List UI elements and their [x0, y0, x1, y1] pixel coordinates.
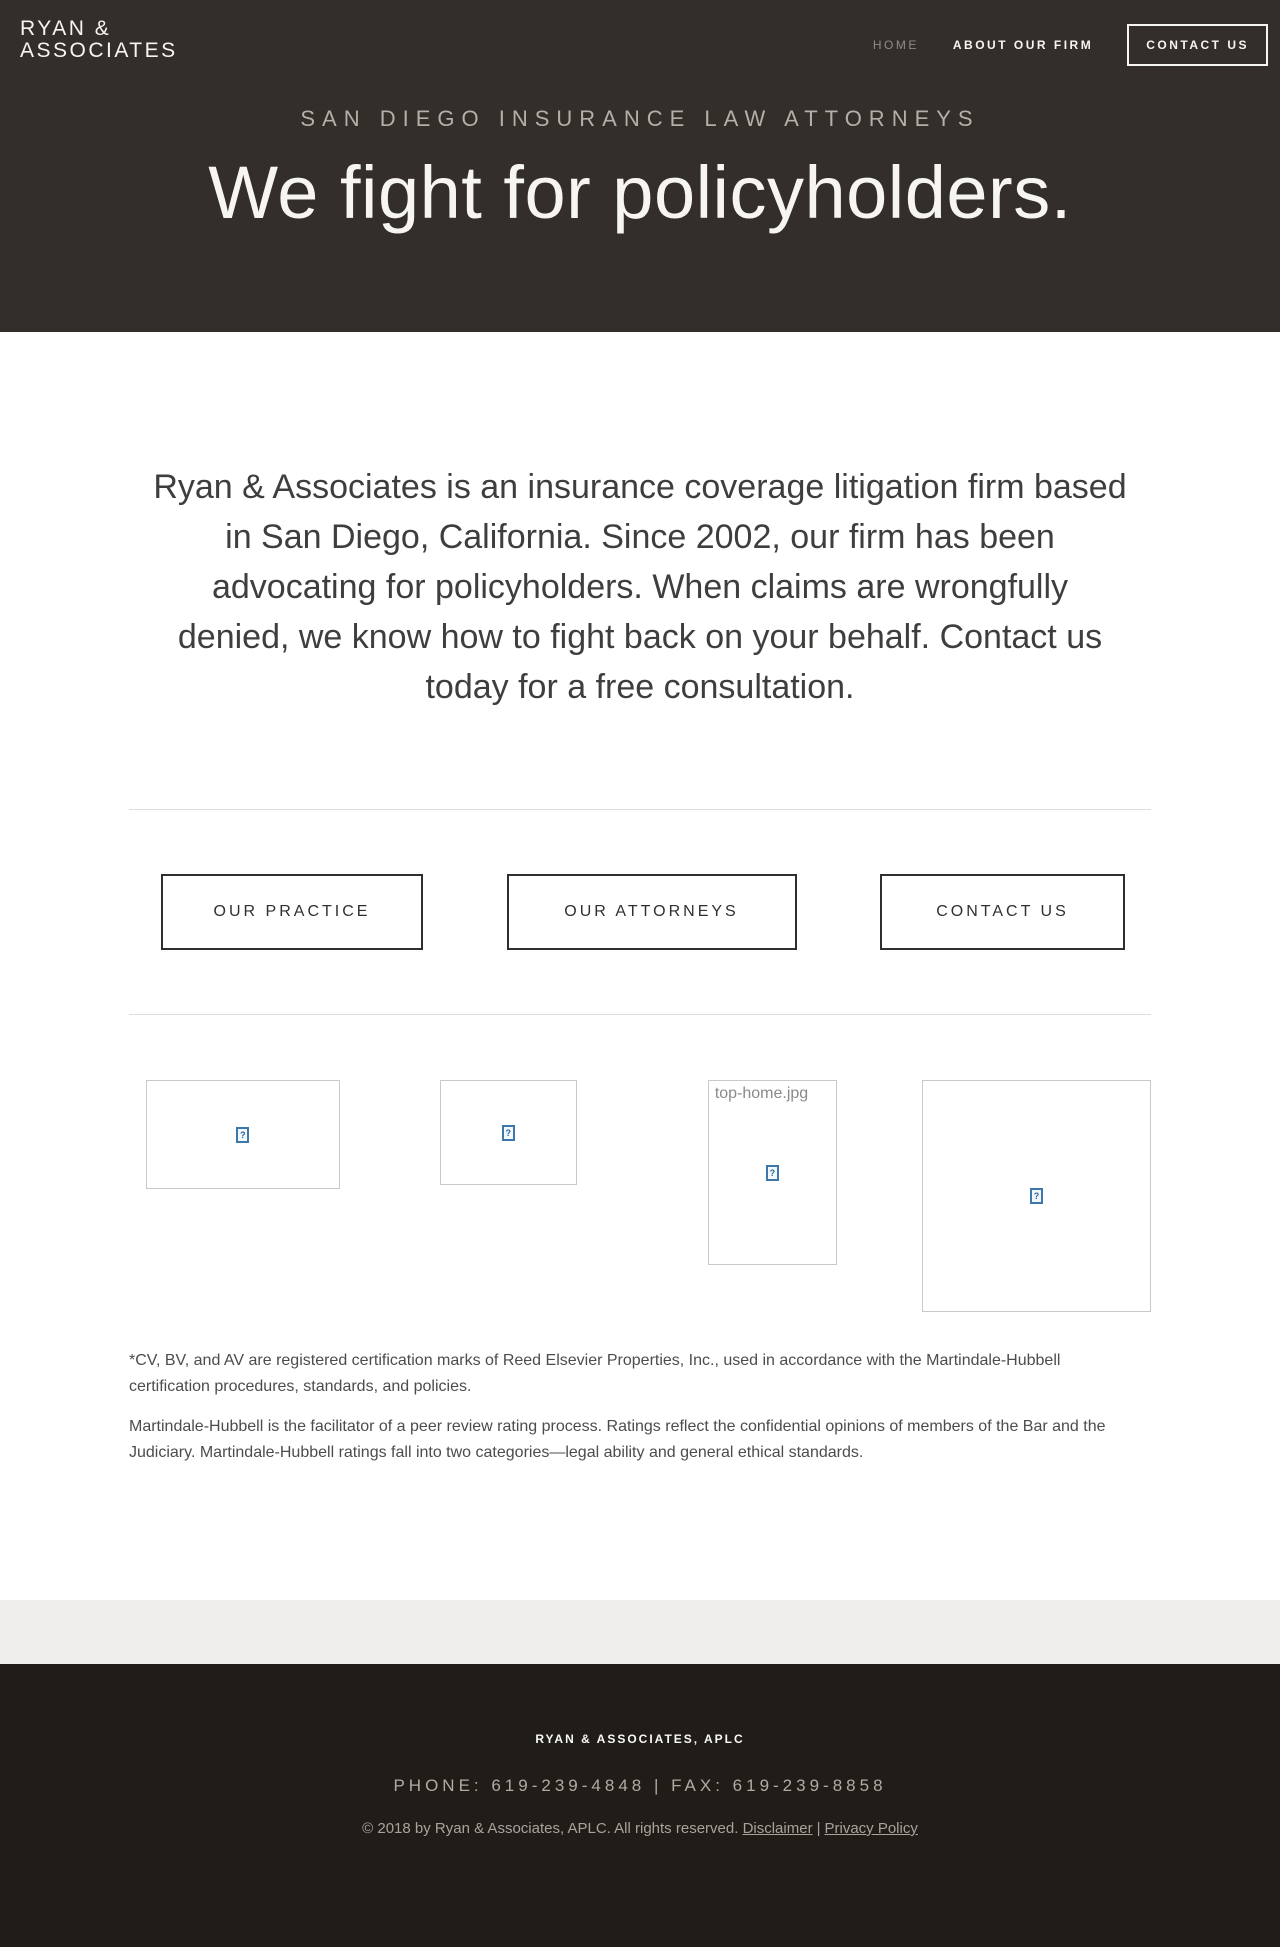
divider-top — [129, 809, 1151, 810]
footer-copyright — [0, 1820, 1280, 1837]
broken-image-icon: ? — [766, 1165, 779, 1181]
certification-disclaimer — [129, 1348, 1151, 1466]
nav-item-about-our-firm[interactable]: ABOUT OUR FIRM — [952, 38, 1094, 52]
broken-image-icon: ? — [1030, 1188, 1043, 1204]
broken-image-placeholder — [922, 1080, 1151, 1312]
broken-image-placeholder — [440, 1080, 577, 1185]
image-alt-text: top-home.jpg — [714, 1085, 809, 1102]
hero-subtitle: SAN DIEGO INSURANCE LAW ATTORNEYS — [300, 106, 980, 131]
top-navigation-bar — [0, 18, 1280, 66]
footer-firm-name: RYAN & ASSOCIATES, APLC — [535, 1732, 745, 1746]
broken-image-icon: ? — [236, 1127, 249, 1143]
nav-item-contact-us[interactable]: CONTACT US — [1127, 24, 1268, 66]
privacy-policy-link[interactable]: Privacy Policy — [824, 1820, 918, 1837]
footer-phone-fax: PHONE: 619-239-4848 | FAX: 619-239-8858 — [393, 1776, 887, 1795]
disclaimer-paragraph-2 — [129, 1414, 1151, 1466]
intro-line: today for a free consultation. — [425, 668, 855, 706]
site-logo[interactable] — [20, 18, 178, 62]
divider-bottom — [129, 1014, 1151, 1015]
disclaimer-line: *CV, BV, and AV are registered certification marks of Reed Elsevier Properties, Inc., used in accordance with the Martindale-Hubbell — [129, 1352, 1061, 1369]
link-separator: | — [816, 1820, 821, 1837]
nav-item-home[interactable]: HOME — [872, 38, 919, 52]
logo-line-2: ASSOCIATES — [20, 39, 178, 62]
contact-us-button[interactable]: CONTACT US — [880, 874, 1125, 950]
main-nav — [873, 24, 1268, 66]
logo-line-1: RYAN & — [20, 17, 112, 40]
broken-image-icon: ? — [502, 1125, 515, 1141]
broken-image-placeholder — [146, 1080, 340, 1189]
disclaimer-line: Judiciary. Martindale-Hubbell ratings fall into two categories—legal ability and general ethical standards. — [129, 1444, 864, 1461]
intro-line: denied, we know how to fight back on your behalf. Contact us — [177, 618, 1103, 656]
disclaimer-line: Martindale-Hubbell is the facilitator of a peer review rating process. Ratings reflect the confidential opinions of members of the Bar and the — [129, 1418, 1106, 1435]
intro-line: advocating for policyholders. When claims are wrongfully — [211, 568, 1069, 606]
badge-images-row — [129, 1080, 1151, 1312]
prefooter-band — [0, 1600, 1280, 1664]
intro-line: Ryan & Associates is an insurance coverage litigation firm based — [153, 468, 1127, 506]
main-content — [0, 462, 1280, 1600]
disclaimer-paragraph-1 — [129, 1348, 1151, 1400]
disclaimer-line: certification procedures, standards, and policies. — [129, 1378, 472, 1395]
hero-title: We fight for policyholders. — [208, 151, 1072, 234]
broken-image-placeholder — [708, 1080, 837, 1265]
intro-paragraph — [120, 462, 1160, 712]
hero-section — [0, 0, 1280, 332]
disclaimer-link[interactable]: Disclaimer — [742, 1820, 813, 1837]
copyright-text: © 2018 by Ryan & Associates, APLC. All rights reserved. — [362, 1820, 739, 1837]
our-attorneys-button[interactable]: OUR ATTORNEYS — [507, 874, 797, 950]
action-buttons-row — [129, 874, 1151, 950]
intro-line: in San Diego, California. Since 2002, our firm has been — [225, 518, 1055, 556]
our-practice-button[interactable]: OUR PRACTICE — [161, 874, 423, 950]
footer — [0, 1664, 1280, 1947]
